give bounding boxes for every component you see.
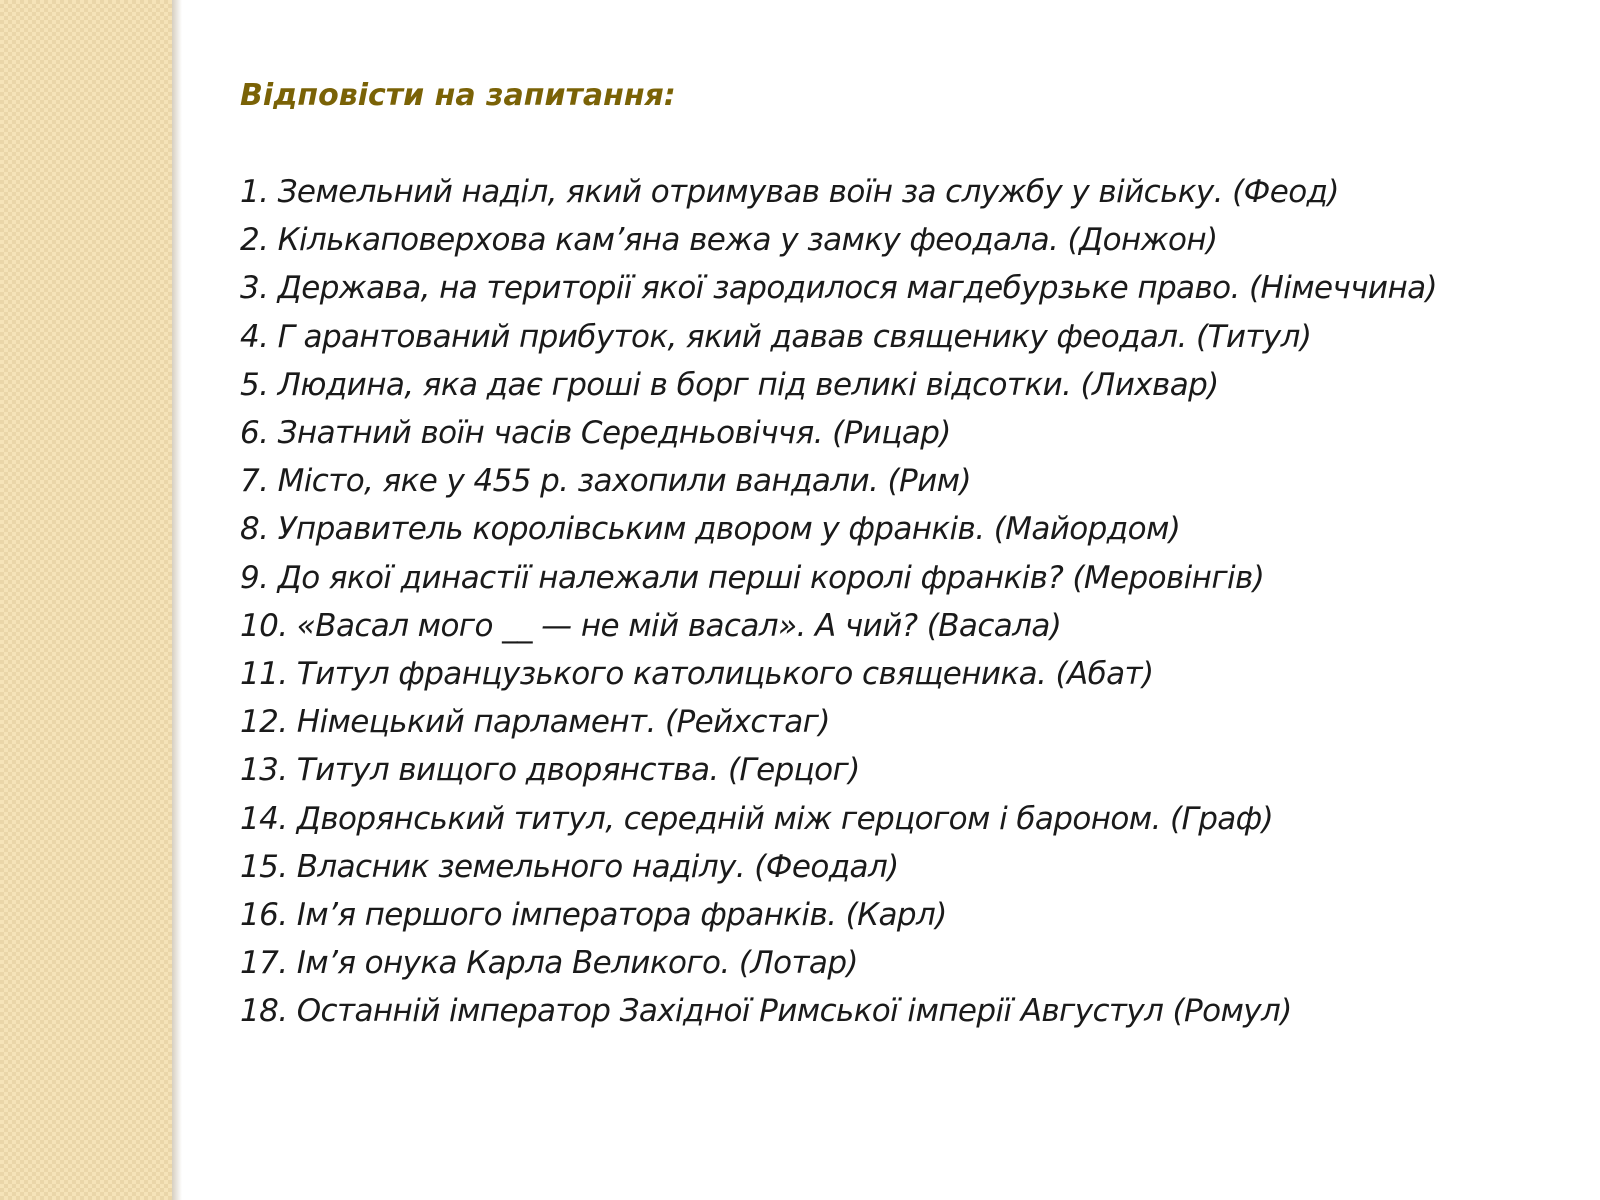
question-item: 18. Останній імператор Західної Римської імперії Августул (Ромул) [240, 993, 1292, 1030]
question-item: 5. Людина, яка дає гроші в борг під великі відсотки. (Лихвар) [240, 366, 1219, 403]
questions-list [240, 168, 1580, 1036]
side-band-shadow [172, 0, 182, 1200]
question-item: 16. Ім’я першого імператора франків. (Карл) [240, 897, 947, 934]
question-item: 9. До якої династії належали перші королі франків? (Меровінгів) [240, 559, 1265, 596]
slide-title: Відповісти на запитання: [240, 78, 676, 113]
slide-content [240, 74, 1580, 1036]
question-item: 8. Управитель королівським двором у франків. (Майордом) [240, 511, 1181, 548]
question-item: 2. Кількаповерхова кам’яна вежа у замку феодала. (Донжон) [240, 222, 1218, 259]
question-item: 1. Земельний наділ, який отримував воїн за службу у війську. (Феод) [240, 174, 1339, 210]
question-item: 15. Власник земельного наділу. (Феодал) [240, 848, 899, 885]
question-item: 11. Титул французького католицького священика. (Абат) [240, 656, 1154, 693]
question-item: 13. Титул вищого дворянства. (Герцог) [240, 752, 860, 789]
question-item: 6. Знатний воїн часів Середньовіччя. (Рицар) [240, 415, 951, 452]
question-item: 10. «Васал мого __ — не мій васал». А чий? (Васала) [240, 607, 1062, 644]
decorative-side-band [0, 0, 172, 1200]
question-item: 7. Місто, яке у 455 р. захопили вандали. (Рим) [240, 463, 971, 500]
question-item: 17. Ім’я онука Карла Великого. (Лотар) [240, 945, 858, 982]
question-item: 3. Держава, на території якої зародилося магдебурзьке право. (Німеччина) [240, 270, 1438, 307]
question-item: 14. Дворянський титул, середній між герцогом і бароном. (Граф) [240, 800, 1274, 837]
question-item: 4. Г арантований прибуток, який давав священику феодал. (Титул) [240, 318, 1312, 355]
question-item: 12. Німецький парламент. (Рейхстаг) [240, 704, 830, 741]
